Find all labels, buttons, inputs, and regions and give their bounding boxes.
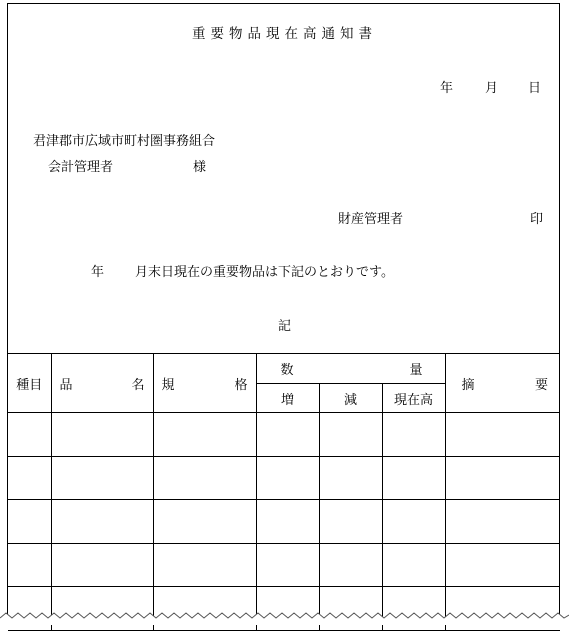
body-text: 月末日現在の重要物品は下記のとおりです。 <box>135 265 394 280</box>
document-frame <box>7 3 560 618</box>
header-increase: 増 <box>256 384 319 413</box>
table-cell <box>51 456 153 500</box>
torn-edge <box>0 611 569 625</box>
header-category: 種目 <box>8 354 51 413</box>
table-cell <box>8 456 51 500</box>
header-quantity-a: 数 <box>280 363 294 378</box>
table-cell <box>256 500 319 544</box>
recipient-officer: 会計管理者 <box>48 160 114 175</box>
table-row <box>8 543 560 587</box>
table-cell <box>8 543 51 587</box>
date-month-label: 月 <box>485 81 499 96</box>
table-cell <box>51 500 153 544</box>
table-cell <box>8 413 51 457</box>
header-spec-a: 規 <box>161 377 175 393</box>
table-row <box>8 500 560 544</box>
table-row <box>8 456 560 500</box>
header-remarks-a: 摘 <box>461 377 475 393</box>
table-cell <box>445 543 560 587</box>
table-cell <box>382 500 445 544</box>
table-cell <box>445 500 560 544</box>
table-cell <box>153 500 256 544</box>
header-remarks-b: 要 <box>534 377 548 393</box>
document-title: 重要物品現在高通知書 <box>192 26 377 42</box>
recipient-organization: 君津郡市広域市町村圏事務組合 <box>33 134 216 149</box>
table-cell <box>256 543 319 587</box>
table-cell <box>319 543 382 587</box>
header-item-b: 名 <box>131 377 145 393</box>
table-cell <box>256 413 319 457</box>
recipient-honorific: 様 <box>193 160 207 175</box>
table-cell <box>319 413 382 457</box>
table-cell <box>445 456 560 500</box>
table-cell <box>51 543 153 587</box>
table-row <box>8 413 560 457</box>
seal-mark: 印 <box>530 212 544 227</box>
header-quantity <box>256 354 445 384</box>
table-cell <box>382 543 445 587</box>
header-item-a: 品 <box>59 377 73 393</box>
items-table <box>8 353 560 631</box>
sender-title: 財産管理者 <box>338 212 404 227</box>
table-cell <box>319 500 382 544</box>
table-cell <box>382 456 445 500</box>
header-current: 現在高 <box>382 384 445 413</box>
header-quantity-b: 量 <box>409 363 423 378</box>
table-cell <box>319 456 382 500</box>
table-cell <box>153 413 256 457</box>
table-cell <box>445 413 560 457</box>
header-remarks <box>445 354 560 413</box>
date-year-label: 年 <box>440 81 454 96</box>
ki-heading: 記 <box>277 319 291 334</box>
header-spec <box>153 354 256 413</box>
table-cell <box>382 413 445 457</box>
table-cell <box>51 413 153 457</box>
table-cell <box>8 500 51 544</box>
header-spec-b: 格 <box>234 377 248 393</box>
table-cell <box>153 543 256 587</box>
header-decrease: 減 <box>319 384 382 413</box>
body-year-label: 年 <box>91 265 105 280</box>
table-cell <box>153 456 256 500</box>
table-cell <box>256 456 319 500</box>
date-day-label: 日 <box>528 81 542 96</box>
header-item <box>51 354 153 413</box>
